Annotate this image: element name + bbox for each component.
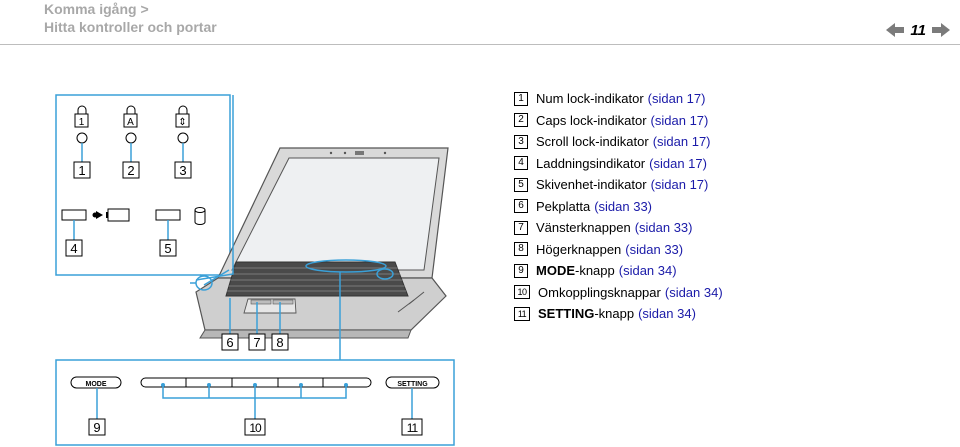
svg-text:6: 6 bbox=[226, 335, 234, 350]
page-reference-link[interactable]: (sidan 33) bbox=[634, 220, 693, 236]
legend-number-badge: 8 bbox=[514, 242, 528, 256]
breadcrumb-chapter[interactable]: Komma igång > bbox=[44, 1, 149, 17]
legend-label-suffix: -knapp bbox=[575, 263, 615, 279]
page-reference-link[interactable]: (sidan 34) bbox=[618, 263, 677, 279]
legend-number-badge: 10 bbox=[514, 285, 530, 299]
legend-number-badge: 6 bbox=[514, 199, 528, 213]
scroll-lock-symbol-icon bbox=[176, 106, 189, 128]
callout-11 bbox=[402, 419, 422, 435]
breadcrumb-section[interactable]: Hitta kontroller och portar bbox=[44, 19, 217, 35]
legend-label: Högerknappen bbox=[536, 241, 622, 257]
callout-5 bbox=[160, 240, 176, 256]
page-reference-link[interactable]: (sidan 17) bbox=[649, 155, 707, 171]
legend-list bbox=[514, 88, 954, 325]
legend-item bbox=[514, 110, 954, 132]
legend-label: Laddningsindikator bbox=[536, 155, 646, 171]
page-reference-link[interactable]: (sidan 17) bbox=[650, 177, 709, 193]
legend-label: Caps lock-indikator bbox=[536, 112, 647, 128]
legend-item bbox=[514, 174, 954, 196]
svg-text:7: 7 bbox=[253, 335, 261, 350]
svg-text:2: 2 bbox=[127, 163, 135, 178]
legend-label-suffix: -knapp bbox=[594, 306, 635, 322]
page-reference-link[interactable]: (sidan 17) bbox=[652, 134, 711, 150]
legend-item bbox=[514, 131, 954, 153]
legend-item bbox=[514, 153, 954, 175]
svg-text:8: 8 bbox=[276, 335, 284, 350]
page-reference-link[interactable]: (sidan 34) bbox=[664, 284, 723, 300]
caps-lock-symbol-icon bbox=[124, 106, 137, 128]
battery-symbol-icon bbox=[93, 209, 130, 221]
svg-text:1: 1 bbox=[78, 163, 86, 178]
num-lock-led-icon bbox=[77, 133, 87, 143]
legend-number-badge: 9 bbox=[514, 264, 528, 278]
callout-7 bbox=[249, 334, 265, 350]
svg-text:4: 4 bbox=[70, 241, 78, 256]
legend-label: Num lock-indikator bbox=[536, 91, 644, 107]
callout-6 bbox=[222, 334, 238, 350]
legend-number-badge: 1 bbox=[514, 92, 528, 106]
legend-number-badge: 5 bbox=[514, 178, 528, 192]
legend-item bbox=[514, 217, 954, 239]
setting-button-icon bbox=[386, 377, 439, 388]
legend-number-badge: 4 bbox=[514, 156, 528, 170]
svg-text:A: A bbox=[127, 117, 134, 128]
legend-number-badge: 3 bbox=[514, 135, 528, 149]
callout-4 bbox=[66, 240, 82, 256]
caps-lock-led-icon bbox=[126, 133, 136, 143]
svg-text:10: 10 bbox=[249, 421, 261, 435]
callout-10 bbox=[245, 419, 265, 435]
page-reference-link[interactable]: (sidan 17) bbox=[650, 112, 709, 128]
page-reference-link[interactable]: (sidan 17) bbox=[647, 91, 706, 107]
page-reference-link[interactable]: (sidan 34) bbox=[638, 306, 696, 322]
callout-2 bbox=[123, 162, 139, 178]
svg-text:3: 3 bbox=[179, 163, 187, 178]
legend-item bbox=[514, 260, 954, 282]
laptop-illustration bbox=[196, 148, 448, 338]
svg-text:⇕: ⇕ bbox=[178, 117, 187, 128]
page-number: 11 bbox=[910, 21, 926, 39]
svg-text:9: 9 bbox=[93, 420, 101, 435]
legend-item bbox=[514, 303, 954, 325]
legend-number-badge: 7 bbox=[514, 221, 528, 235]
legend-number-badge: 11 bbox=[514, 307, 530, 321]
legend-item bbox=[514, 282, 954, 304]
page-reference-link[interactable]: (sidan 33) bbox=[594, 198, 653, 214]
legend-label: Pekplatta bbox=[536, 198, 591, 214]
svg-text:MODE: MODE bbox=[85, 381, 107, 388]
callout-9 bbox=[89, 419, 105, 435]
svg-text:11: 11 bbox=[406, 421, 418, 435]
legend-item bbox=[514, 196, 954, 218]
legend-label: Omkopplingsknappar bbox=[538, 284, 661, 300]
legend-label: Scroll lock-indikator bbox=[536, 134, 649, 150]
mode-button-icon bbox=[71, 377, 121, 388]
page-reference-link[interactable]: (sidan 33) bbox=[625, 241, 684, 257]
drive-symbol-icon bbox=[195, 208, 205, 225]
scroll-lock-led-icon bbox=[178, 133, 188, 143]
legend-item bbox=[514, 239, 954, 261]
legend-label-bold: MODE bbox=[536, 263, 575, 279]
callout-3 bbox=[175, 162, 191, 178]
callout-1 bbox=[74, 162, 90, 178]
drive-led-icon bbox=[156, 210, 180, 220]
charging-led-icon bbox=[62, 210, 86, 220]
num-lock-symbol-icon bbox=[75, 106, 88, 128]
svg-text:1: 1 bbox=[78, 117, 85, 128]
callout-8 bbox=[272, 334, 288, 350]
svg-text:5: 5 bbox=[164, 241, 172, 256]
legend-label: Skivenhet-indikator bbox=[536, 177, 647, 193]
svg-text:SETTING: SETTING bbox=[397, 381, 428, 388]
legend-item bbox=[514, 88, 954, 110]
legend-label-bold: SETTING bbox=[538, 306, 595, 322]
legend-number-badge: 2 bbox=[514, 113, 528, 127]
legend-label: Vänsterknappen bbox=[536, 220, 631, 236]
